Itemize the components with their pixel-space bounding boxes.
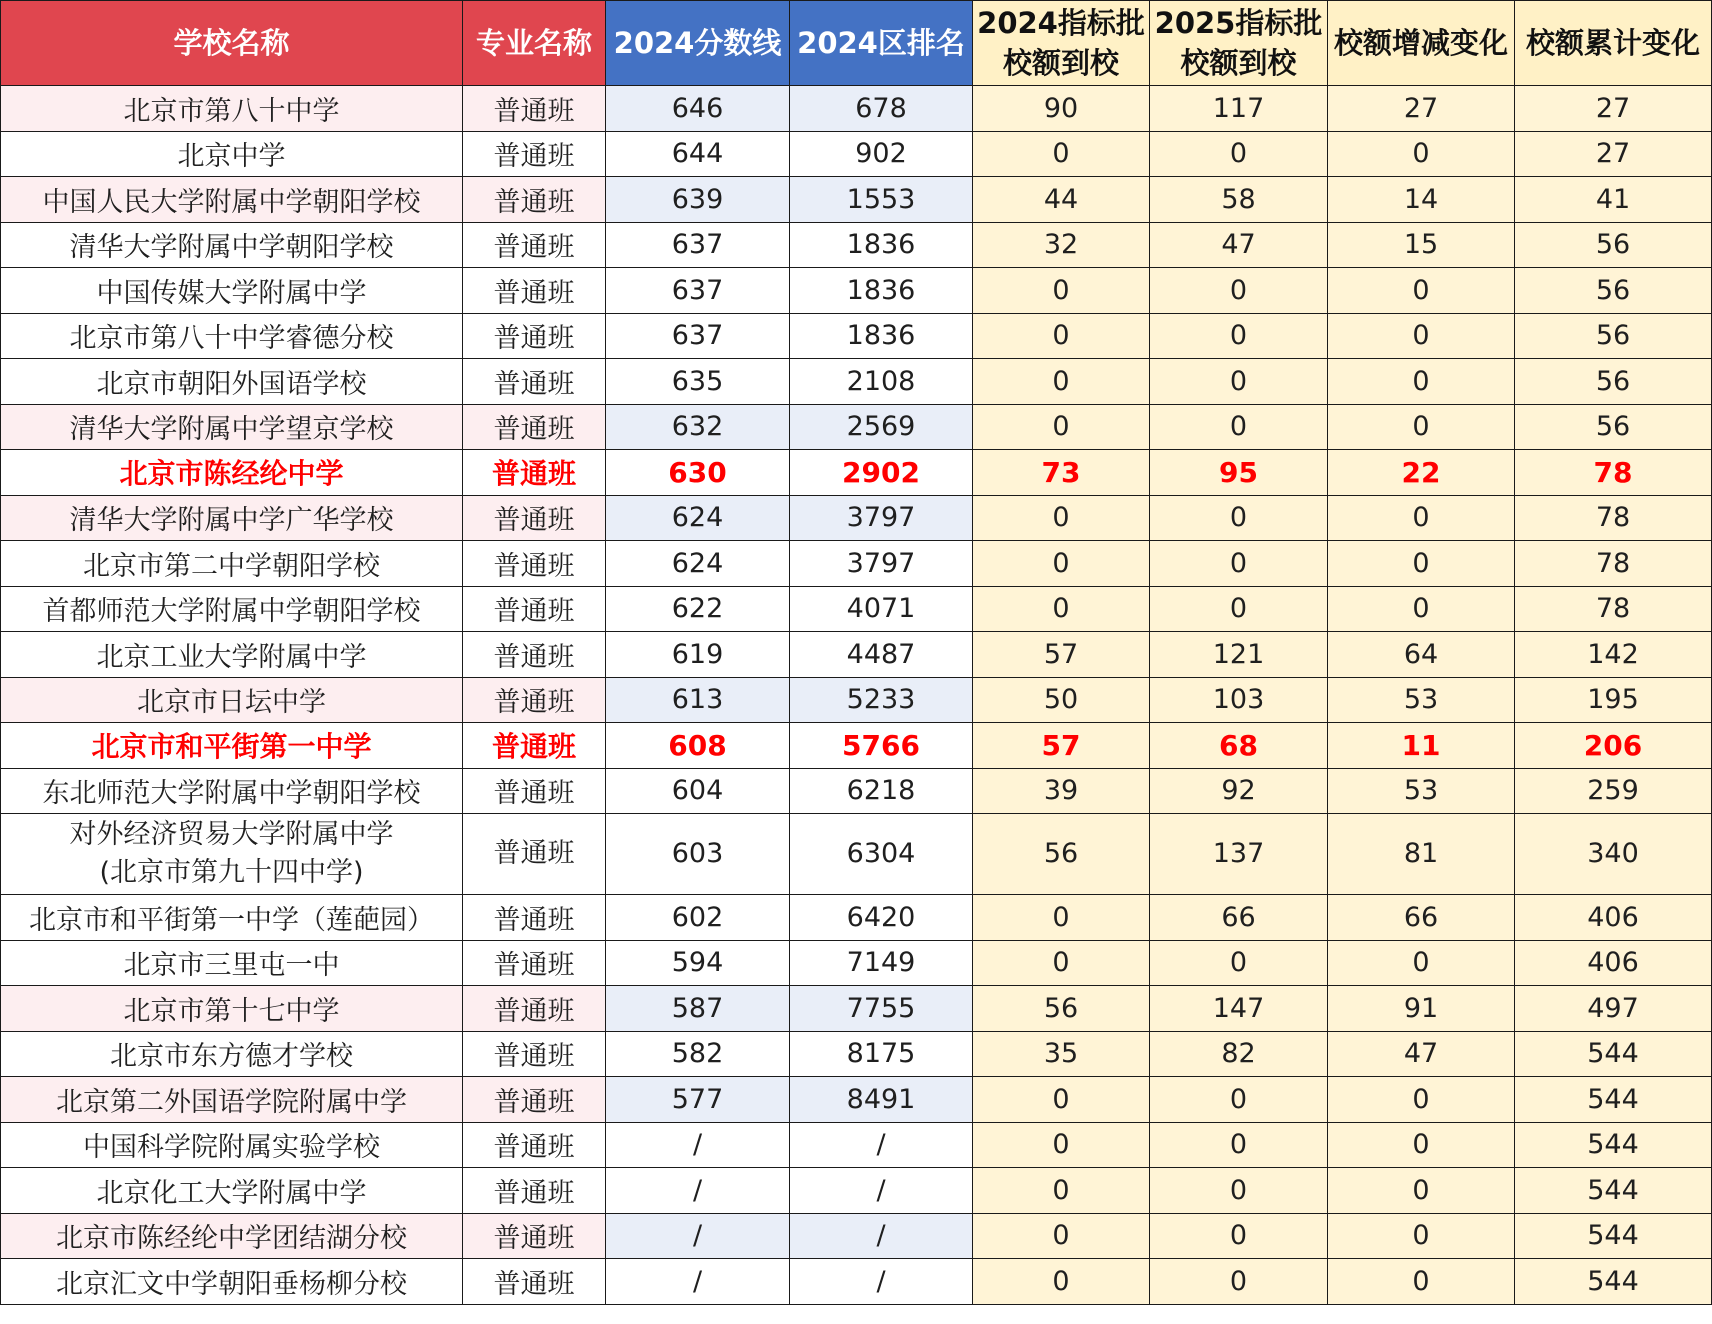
quota-cumulative-cell: 544	[1515, 1077, 1712, 1123]
district-rank-cell: 2902	[790, 450, 973, 496]
quota-2024-cell: 90	[973, 86, 1150, 132]
school-name-cell: 北京汇文中学朝阳垂杨柳分校	[1, 1259, 463, 1305]
table-row	[1, 814, 1712, 895]
quota-2024-cell: 57	[973, 632, 1150, 678]
major-name-cell: 普通班	[463, 268, 606, 314]
quota-cumulative-cell: 544	[1515, 1259, 1712, 1305]
table-row	[1, 495, 1712, 541]
quota-change-cell: 53	[1328, 768, 1515, 814]
district-rank-cell: 3797	[790, 495, 973, 541]
quota-2024-cell: 0	[973, 1122, 1150, 1168]
table-row	[1, 131, 1712, 177]
district-rank-cell: 7755	[790, 986, 973, 1032]
major-name-cell: 普通班	[463, 359, 606, 405]
school-name-cell: 对外经济贸易大学附属中学 (北京市第九十四中学)	[1, 814, 463, 895]
major-name-cell: 普通班	[463, 177, 606, 223]
quota-cumulative-cell: 406	[1515, 940, 1712, 986]
quota-2024-cell: 56	[973, 814, 1150, 895]
quota-2024-cell: 0	[973, 586, 1150, 632]
quota-cumulative-cell: 544	[1515, 1122, 1712, 1168]
school-name-cell: 北京市和平街第一中学（莲葩园）	[1, 895, 463, 941]
table-row	[1, 450, 1712, 496]
quota-2025-cell: 0	[1150, 1213, 1328, 1259]
district-rank-cell: 7149	[790, 940, 973, 986]
score-line-cell: /	[606, 1259, 790, 1305]
score-line-cell: 639	[606, 177, 790, 223]
school-name-cell: 北京市三里屯一中	[1, 940, 463, 986]
quota-change-cell: 22	[1328, 450, 1515, 496]
major-name-cell: 普通班	[463, 1031, 606, 1077]
quota-2025-cell: 0	[1150, 268, 1328, 314]
table-row	[1, 895, 1712, 941]
quota-2025-cell: 0	[1150, 1259, 1328, 1305]
quota-2025-cell: 0	[1150, 541, 1328, 587]
table-row	[1, 268, 1712, 314]
school-name-cell: 北京市第二中学朝阳学校	[1, 541, 463, 587]
quota-cumulative-cell: 78	[1515, 495, 1712, 541]
quota-2025-cell: 47	[1150, 222, 1328, 268]
quota-change-cell: 27	[1328, 86, 1515, 132]
score-line-cell: 637	[606, 268, 790, 314]
quota-change-cell: 0	[1328, 495, 1515, 541]
quota-cumulative-cell: 544	[1515, 1168, 1712, 1214]
header-major-name: 专业名称	[463, 1, 606, 86]
quota-cumulative-cell: 544	[1515, 1213, 1712, 1259]
score-line-cell: /	[606, 1213, 790, 1259]
quota-2025-cell: 0	[1150, 404, 1328, 450]
district-rank-cell: 678	[790, 86, 973, 132]
score-line-cell: 619	[606, 632, 790, 678]
quota-2025-cell: 0	[1150, 359, 1328, 405]
major-name-cell: 普通班	[463, 450, 606, 496]
district-rank-cell: /	[790, 1213, 973, 1259]
quota-cumulative-cell: 340	[1515, 814, 1712, 895]
quota-change-cell: 0	[1328, 940, 1515, 986]
quota-cumulative-cell: 142	[1515, 632, 1712, 678]
school-name-cell: 中国传媒大学附属中学	[1, 268, 463, 314]
table-row	[1, 222, 1712, 268]
quota-change-cell: 66	[1328, 895, 1515, 941]
table-row	[1, 986, 1712, 1032]
score-line-cell: 602	[606, 895, 790, 941]
school-name-cell: 北京中学	[1, 131, 463, 177]
quota-cumulative-cell: 206	[1515, 723, 1712, 769]
major-name-cell: 普通班	[463, 222, 606, 268]
table-row	[1, 768, 1712, 814]
header-2024-score-line: 2024分数线	[606, 1, 790, 86]
quota-change-cell: 11	[1328, 723, 1515, 769]
score-line-cell: 608	[606, 723, 790, 769]
school-name-cell: 北京市陈经纶中学	[1, 450, 463, 496]
quota-2024-cell: 0	[973, 940, 1150, 986]
header-row	[1, 1, 1712, 86]
school-name-cell: 清华大学附属中学朝阳学校	[1, 222, 463, 268]
district-rank-cell: 5233	[790, 677, 973, 723]
quota-2024-cell: 0	[973, 313, 1150, 359]
quota-2024-cell: 50	[973, 677, 1150, 723]
district-rank-cell: 3797	[790, 541, 973, 587]
major-name-cell: 普通班	[463, 131, 606, 177]
quota-2024-cell: 0	[973, 131, 1150, 177]
school-name-cell: 清华大学附属中学广华学校	[1, 495, 463, 541]
quota-cumulative-cell: 41	[1515, 177, 1712, 223]
quota-change-cell: 0	[1328, 359, 1515, 405]
major-name-cell: 普通班	[463, 814, 606, 895]
score-line-cell: /	[606, 1168, 790, 1214]
table-row	[1, 359, 1712, 405]
quota-2025-cell: 95	[1150, 450, 1328, 496]
quota-change-cell: 0	[1328, 313, 1515, 359]
quota-change-cell: 91	[1328, 986, 1515, 1032]
quota-change-cell: 0	[1328, 1122, 1515, 1168]
district-rank-cell: /	[790, 1168, 973, 1214]
quota-2024-cell: 56	[973, 986, 1150, 1032]
district-rank-cell: 5766	[790, 723, 973, 769]
quota-cumulative-cell: 56	[1515, 268, 1712, 314]
header-2024-district-rank: 2024区排名	[790, 1, 973, 86]
quota-2024-cell: 0	[973, 268, 1150, 314]
score-line-cell: 622	[606, 586, 790, 632]
quota-2025-cell: 0	[1150, 940, 1328, 986]
table-row	[1, 677, 1712, 723]
quota-2025-cell: 66	[1150, 895, 1328, 941]
score-line-cell: 613	[606, 677, 790, 723]
header-quota-cumulative: 校额累计变化	[1515, 1, 1712, 86]
score-line-cell: 577	[606, 1077, 790, 1123]
district-rank-cell: 8175	[790, 1031, 973, 1077]
quota-2025-cell: 103	[1150, 677, 1328, 723]
quota-2024-cell: 0	[973, 359, 1150, 405]
table-row	[1, 1259, 1712, 1305]
score-line-cell: 644	[606, 131, 790, 177]
major-name-cell: 普通班	[463, 940, 606, 986]
quota-2025-cell: 0	[1150, 1168, 1328, 1214]
quota-2025-cell: 137	[1150, 814, 1328, 895]
quota-change-cell: 0	[1328, 268, 1515, 314]
quota-cumulative-cell: 544	[1515, 1031, 1712, 1077]
table-row	[1, 723, 1712, 769]
quota-2024-cell: 39	[973, 768, 1150, 814]
quota-2024-cell: 73	[973, 450, 1150, 496]
quota-2025-cell: 0	[1150, 1122, 1328, 1168]
score-line-cell: 637	[606, 222, 790, 268]
major-name-cell: 普通班	[463, 768, 606, 814]
major-name-cell: 普通班	[463, 495, 606, 541]
quota-change-cell: 15	[1328, 222, 1515, 268]
quota-cumulative-cell: 56	[1515, 222, 1712, 268]
school-name-cell: 清华大学附属中学望京学校	[1, 404, 463, 450]
table-row	[1, 404, 1712, 450]
table-row	[1, 313, 1712, 359]
school-name-cell: 东北师范大学附属中学朝阳学校	[1, 768, 463, 814]
score-line-cell: 632	[606, 404, 790, 450]
quota-cumulative-cell: 78	[1515, 586, 1712, 632]
quota-change-cell: 0	[1328, 404, 1515, 450]
district-rank-cell: 1836	[790, 222, 973, 268]
quota-2025-cell: 121	[1150, 632, 1328, 678]
quota-cumulative-cell: 78	[1515, 541, 1712, 587]
major-name-cell: 普通班	[463, 541, 606, 587]
major-name-cell: 普通班	[463, 86, 606, 132]
header-2024-quota	[973, 1, 1150, 86]
quota-2024-cell: 0	[973, 541, 1150, 587]
quota-change-cell: 0	[1328, 1259, 1515, 1305]
district-rank-cell: 2569	[790, 404, 973, 450]
table-row	[1, 1077, 1712, 1123]
table-row	[1, 940, 1712, 986]
major-name-cell: 普通班	[463, 586, 606, 632]
school-name-cell: 北京第二外国语学院附属中学	[1, 1077, 463, 1123]
major-name-cell: 普通班	[463, 1122, 606, 1168]
table-row	[1, 632, 1712, 678]
table-row	[1, 1122, 1712, 1168]
quota-2025-cell: 147	[1150, 986, 1328, 1032]
quota-2024-cell: 0	[973, 1168, 1150, 1214]
header-2025-quota	[1150, 1, 1328, 86]
quota-change-cell: 0	[1328, 1077, 1515, 1123]
quota-cumulative-cell: 195	[1515, 677, 1712, 723]
major-name-cell: 普通班	[463, 986, 606, 1032]
score-line-cell: 587	[606, 986, 790, 1032]
score-line-cell: 603	[606, 814, 790, 895]
district-rank-cell: 902	[790, 131, 973, 177]
table-row	[1, 1031, 1712, 1077]
school-name-cell: 北京市朝阳外国语学校	[1, 359, 463, 405]
table-row	[1, 586, 1712, 632]
district-rank-cell: 8491	[790, 1077, 973, 1123]
district-rank-cell: /	[790, 1259, 973, 1305]
quota-2024-cell: 0	[973, 895, 1150, 941]
major-name-cell: 普通班	[463, 1077, 606, 1123]
quota-change-cell: 64	[1328, 632, 1515, 678]
school-name-cell: 北京市陈经纶中学团结湖分校	[1, 1213, 463, 1259]
quota-change-cell: 53	[1328, 677, 1515, 723]
score-line-cell: 624	[606, 495, 790, 541]
score-line-cell: 635	[606, 359, 790, 405]
quota-change-cell: 0	[1328, 131, 1515, 177]
quota-cumulative-cell: 27	[1515, 131, 1712, 177]
school-name-cell: 北京市日坛中学	[1, 677, 463, 723]
quota-cumulative-cell: 406	[1515, 895, 1712, 941]
score-line-cell: 637	[606, 313, 790, 359]
district-rank-cell: 2108	[790, 359, 973, 405]
major-name-cell: 普通班	[463, 404, 606, 450]
school-name-cell: 首都师范大学附属中学朝阳学校	[1, 586, 463, 632]
major-name-cell: 普通班	[463, 1213, 606, 1259]
district-rank-cell: 4487	[790, 632, 973, 678]
quota-2024-cell: 57	[973, 723, 1150, 769]
table-row	[1, 177, 1712, 223]
school-name-cell: 中国科学院附属实验学校	[1, 1122, 463, 1168]
score-line-cell: 594	[606, 940, 790, 986]
quota-cumulative-cell: 56	[1515, 313, 1712, 359]
major-name-cell: 普通班	[463, 677, 606, 723]
table-row	[1, 541, 1712, 587]
quota-2024-cell: 35	[973, 1031, 1150, 1077]
quota-change-cell: 47	[1328, 1031, 1515, 1077]
district-rank-cell: 4071	[790, 586, 973, 632]
quota-cumulative-cell: 497	[1515, 986, 1712, 1032]
quota-2025-cell: 58	[1150, 177, 1328, 223]
header-quota-change: 校额增减变化	[1328, 1, 1515, 86]
district-rank-cell: 6218	[790, 768, 973, 814]
quota-2025-cell: 117	[1150, 86, 1328, 132]
quota-change-cell: 0	[1328, 586, 1515, 632]
quota-2024-cell: 44	[973, 177, 1150, 223]
school-name-cell: 北京市东方德才学校	[1, 1031, 463, 1077]
score-line-cell: 646	[606, 86, 790, 132]
quota-change-cell: 14	[1328, 177, 1515, 223]
quota-cumulative-cell: 259	[1515, 768, 1712, 814]
header-2024-quota-text: 2024指标批校额到校	[977, 6, 1145, 80]
major-name-cell: 普通班	[463, 313, 606, 359]
major-name-cell: 普通班	[463, 1168, 606, 1214]
district-rank-cell: 6304	[790, 814, 973, 895]
score-line-cell: 630	[606, 450, 790, 496]
header-school-name: 学校名称	[1, 1, 463, 86]
major-name-cell: 普通班	[463, 723, 606, 769]
quota-cumulative-cell: 56	[1515, 404, 1712, 450]
score-line-cell: 582	[606, 1031, 790, 1077]
district-rank-cell: 6420	[790, 895, 973, 941]
school-name-cell: 中国人民大学附属中学朝阳学校	[1, 177, 463, 223]
major-name-cell: 普通班	[463, 632, 606, 678]
quota-cumulative-cell: 78	[1515, 450, 1712, 496]
quota-2024-cell: 32	[973, 222, 1150, 268]
table-row	[1, 1213, 1712, 1259]
quota-2024-cell: 0	[973, 404, 1150, 450]
header-2025-quota-text: 2025指标批校额到校	[1154, 6, 1323, 80]
quota-change-cell: 81	[1328, 814, 1515, 895]
table-body	[1, 86, 1712, 1305]
district-rank-cell: 1553	[790, 177, 973, 223]
quota-2025-cell: 0	[1150, 495, 1328, 541]
quota-cumulative-cell: 27	[1515, 86, 1712, 132]
quota-2024-cell: 0	[973, 1077, 1150, 1123]
quota-change-cell: 0	[1328, 1213, 1515, 1259]
table-row	[1, 86, 1712, 132]
score-line-cell: /	[606, 1122, 790, 1168]
quota-change-cell: 0	[1328, 1168, 1515, 1214]
school-name-cell: 北京工业大学附属中学	[1, 632, 463, 678]
major-name-cell: 普通班	[463, 1259, 606, 1305]
score-line-cell: 604	[606, 768, 790, 814]
quota-2025-cell: 0	[1150, 1077, 1328, 1123]
quota-cumulative-cell: 56	[1515, 359, 1712, 405]
score-line-cell: 624	[606, 541, 790, 587]
quota-change-cell: 0	[1328, 541, 1515, 587]
table-row	[1, 1168, 1712, 1214]
quota-2025-cell: 0	[1150, 131, 1328, 177]
district-rank-cell: /	[790, 1122, 973, 1168]
quota-2025-cell: 0	[1150, 313, 1328, 359]
school-name-cell: 北京市第十七中学	[1, 986, 463, 1032]
quota-2024-cell: 0	[973, 1259, 1150, 1305]
quota-2025-cell: 68	[1150, 723, 1328, 769]
quota-2025-cell: 82	[1150, 1031, 1328, 1077]
school-name-cell: 北京市和平街第一中学	[1, 723, 463, 769]
school-name-cell: 北京化工大学附属中学	[1, 1168, 463, 1214]
quota-2025-cell: 0	[1150, 586, 1328, 632]
quota-2025-cell: 92	[1150, 768, 1328, 814]
quota-2024-cell: 0	[973, 495, 1150, 541]
school-name-cell: 北京市第八十中学	[1, 86, 463, 132]
major-name-cell: 普通班	[463, 895, 606, 941]
district-rank-cell: 1836	[790, 313, 973, 359]
district-rank-cell: 1836	[790, 268, 973, 314]
school-name-cell: 北京市第八十中学睿德分校	[1, 313, 463, 359]
quota-2024-cell: 0	[973, 1213, 1150, 1259]
